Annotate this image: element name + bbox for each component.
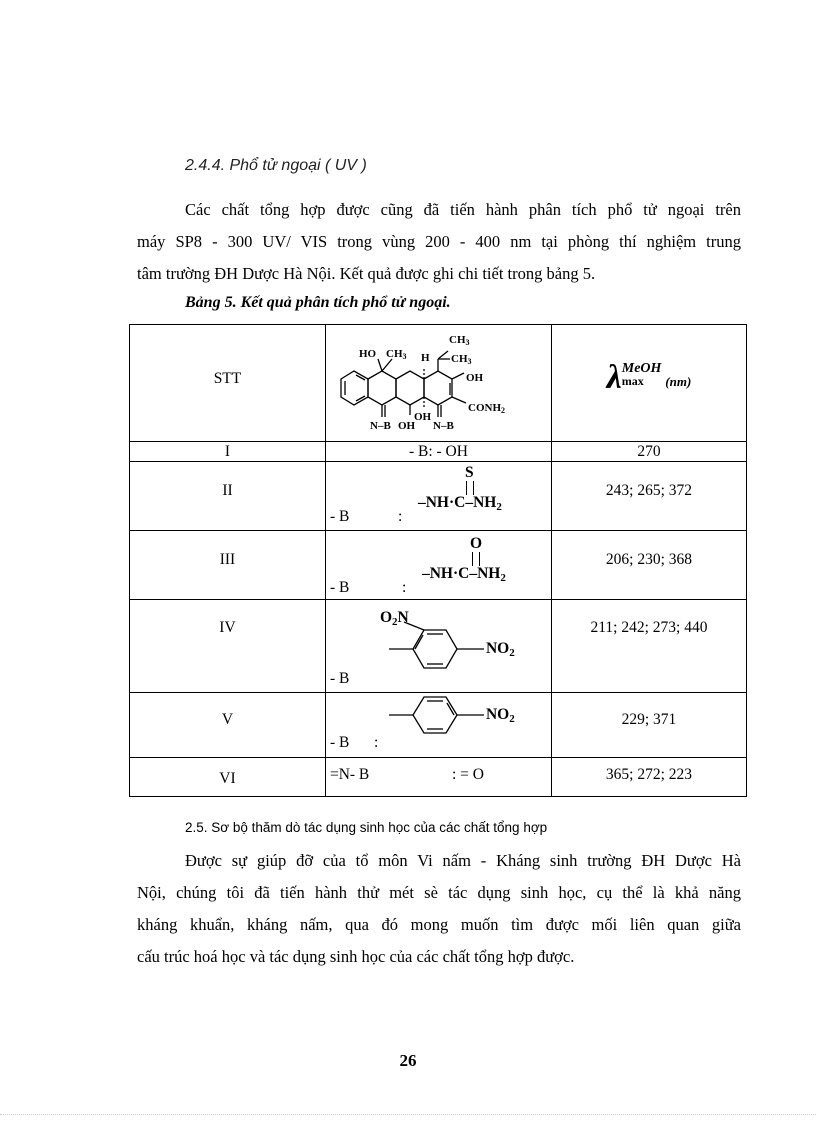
lambda-value: 206; 230; 368 [605, 551, 693, 568]
table-row [130, 442, 747, 462]
substituent-b: - B [329, 508, 350, 525]
urea-formula: –NH·C–NH2 [421, 565, 506, 584]
row-stt [130, 693, 326, 758]
row-value [551, 442, 746, 462]
row-stt [130, 442, 326, 462]
label-oh-mid: OH [413, 411, 432, 423]
lambda-value: 270 [637, 443, 661, 460]
lambda-max-label [552, 325, 746, 396]
row-substituent [325, 600, 551, 693]
lambda-unit: (nm) [665, 374, 692, 389]
substituent-oxo: : = O [451, 766, 484, 783]
lambda-superscript: MeOH [621, 361, 662, 376]
substituent-b: - B [329, 734, 350, 751]
label-h: H [420, 352, 430, 364]
section2-line: cấu trúc hoá học và tác dụng sinh học của các chất tổng hợp được. [137, 947, 575, 966]
table-row [130, 462, 747, 531]
row-value [551, 758, 746, 797]
thio-atom: S [464, 464, 474, 481]
row-stt [130, 758, 326, 797]
header-stt-text: STT [213, 370, 242, 387]
ring-d [424, 371, 452, 405]
label-ch3-a: CH3 [385, 348, 407, 361]
substituent-b: =N- B [329, 766, 370, 783]
row-value [551, 531, 746, 600]
label-oh-bottom: OH [397, 420, 416, 432]
table-caption: Bảng 5. Kết quả phân tích phổ tử ngoại. [185, 294, 451, 311]
ring-b [368, 371, 396, 405]
lambda-value: 243; 265; 372 [605, 482, 693, 499]
no2-label: NO2 [485, 706, 515, 725]
header-lambda [551, 325, 746, 442]
lambda-subscript: max [621, 374, 644, 388]
stt-text: II [222, 482, 233, 499]
row-value [551, 462, 746, 531]
substituent-colon: : [401, 579, 407, 596]
no2-label: NO2 [485, 640, 515, 659]
intro-line: Các chất tổng hợp được cũng đã tiến hành phân tích phổ tử ngoại trên [185, 200, 741, 219]
row-substituent [325, 462, 551, 531]
row-substituent [325, 531, 551, 600]
table-row [130, 531, 747, 600]
label-nb-left: N–B [369, 420, 391, 432]
tetracycline-structure-diagram [326, 325, 551, 441]
row-stt [130, 531, 326, 600]
stt-text: VI [219, 770, 236, 787]
label-nb-right: N–B [432, 420, 454, 432]
section2-paragraph [137, 845, 741, 973]
row-stt [130, 462, 326, 531]
table-row [130, 758, 747, 797]
section2-line: Nội, chúng tôi đã tiến hành thử mét sè tác dụng sinh học, cụ thể là khả năng [137, 883, 741, 902]
row-substituent [325, 442, 551, 462]
substituent-b: - B [329, 579, 350, 596]
intro-paragraph [137, 194, 741, 290]
header-stt [130, 325, 326, 442]
uv-results-table [129, 324, 747, 797]
intro-line: máy SP8 - 300 UV/ VIS trong vùng 200 - 400 nm tại phòng thí nghiệm trung [137, 232, 741, 251]
lambda-value: 211; 242; 273; 440 [590, 619, 708, 636]
thiourea-formula: –NH·C–NH2 [417, 494, 502, 513]
lambda-value: 229; 371 [621, 711, 677, 728]
header-structure [325, 325, 551, 442]
dinitrophenyl-ring [326, 600, 551, 692]
stt-text: III [219, 551, 236, 568]
table-row [130, 600, 747, 693]
lambda-symbol: λ [606, 359, 622, 396]
bottom-divider [0, 1114, 816, 1115]
substituent-b: - B [329, 670, 350, 687]
stt-text: I [224, 443, 231, 460]
table-header-row [130, 325, 747, 442]
stt-text: IV [219, 619, 236, 636]
row-value [551, 600, 746, 693]
label-ch3-top: CH3 [448, 334, 470, 347]
row-substituent [325, 693, 551, 758]
substituent-text: - B: - OH [408, 443, 468, 460]
section-heading: 2.4.4. Phổ tử ngoại ( UV ) [185, 157, 367, 174]
row-stt [130, 600, 326, 693]
substituent-colon: : [373, 734, 379, 751]
section2-title: 2.5. Sơ bộ thăm dò tác dụng sinh học của các chất tổng hợp [185, 820, 548, 835]
section2-line: kháng khuẩn, kháng nấm, qua đó mong muốn tìm được mối liên quan giữa [137, 915, 741, 934]
oxo-atom: O [469, 535, 483, 552]
double-bond [472, 552, 480, 566]
page-number: 26 [399, 1051, 417, 1070]
ring-c [396, 371, 424, 405]
nitrophenyl-ring [326, 693, 551, 757]
label-ho: HO [358, 348, 377, 360]
lambda-value: 365; 272; 223 [605, 766, 693, 783]
table-row [130, 693, 747, 758]
label-ch3-b: CH3 [450, 353, 472, 366]
substituent-colon: : [397, 508, 403, 525]
label-oh-right: OH [465, 372, 484, 384]
stt-text: V [221, 711, 234, 728]
intro-line: tâm trường ĐH Dược Hà Nội. Kết quả được ghi chi tiết trong bảng 5. [137, 264, 596, 283]
o2n-label: O2N [379, 609, 409, 628]
label-conh2: CONH2 [467, 402, 505, 415]
section2-line: Được sự giúp đỡ của tổ môn Vi nấm - Kháng sinh trường ĐH Dược Hà [185, 851, 741, 870]
row-value [551, 693, 746, 758]
row-substituent [325, 758, 551, 797]
double-bond [466, 481, 474, 495]
